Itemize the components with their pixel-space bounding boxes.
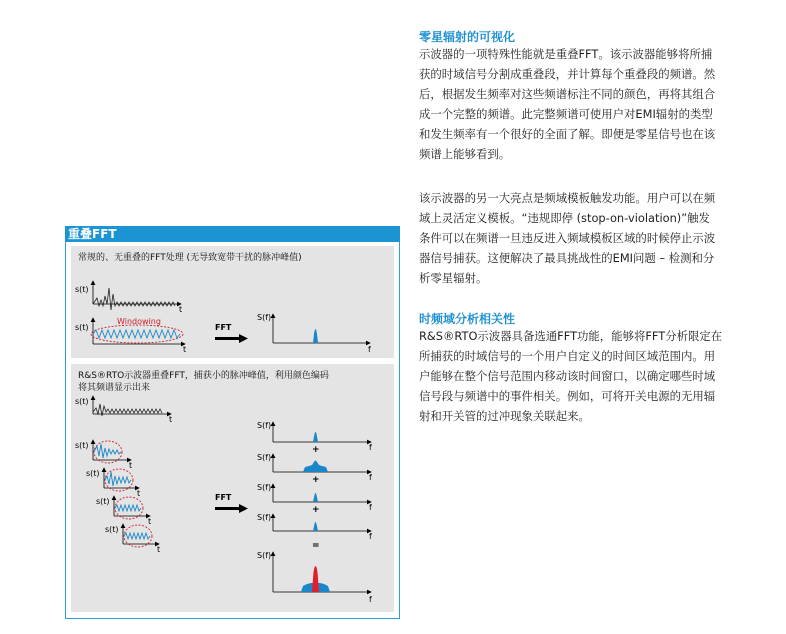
st-label-seg1: s(t) bbox=[75, 441, 89, 450]
text-line: 后，根据发生频率对这些频谱标注不同的颜色，再将其组合 bbox=[419, 87, 716, 102]
t-label-seg1: t bbox=[129, 461, 133, 470]
text-line: 成一个完整的频谱。此完整频谱可使用户对EMI辐射的类型 bbox=[419, 107, 713, 122]
text-line: 域上灵活定义模板。“违规即停 (stop-on-violation)”触发 bbox=[419, 211, 710, 226]
spectrum-2 bbox=[273, 454, 371, 472]
equals-sign: = bbox=[312, 541, 320, 551]
sf-label-spec1: S(f) bbox=[257, 421, 272, 430]
panel1-diagram bbox=[71, 246, 394, 358]
segment-2 bbox=[104, 468, 139, 491]
segment-1 bbox=[93, 440, 131, 463]
f-label: f bbox=[368, 345, 371, 354]
segment-3 bbox=[114, 496, 150, 519]
sf-label-spec3: S(f) bbox=[257, 483, 272, 492]
text-line: 和发生频率有一个很好的全面了解。即便是零星信号也在该 bbox=[419, 127, 716, 142]
panel2-caption-line2: 将其频谱显示出来 bbox=[78, 383, 151, 393]
f-label-spec1: f bbox=[369, 443, 372, 452]
overlap-fft-figure bbox=[65, 226, 400, 619]
t-label-seg3: t bbox=[148, 517, 152, 526]
section-heading-sporadic-emission: 零星辐射的可视化 bbox=[419, 30, 516, 44]
panel-overlap-fft bbox=[71, 364, 394, 612]
spectrum-1 bbox=[273, 422, 371, 442]
windowing-label: Windowing bbox=[117, 317, 161, 326]
text-line: 信号段与频谱中的事件相关。例如，可将开关电源的无用辐 bbox=[419, 389, 716, 404]
st-label-seg3: s(t) bbox=[96, 497, 110, 506]
figure-title: 重叠FFT bbox=[65, 226, 400, 242]
t-label-original: t bbox=[169, 415, 173, 424]
st-label: s(t) bbox=[75, 285, 89, 294]
f-label-spec4: f bbox=[369, 532, 372, 541]
paragraph-gated-fft bbox=[419, 326, 759, 426]
text-line: R&S®RTO示波器具备选通FFT功能，能够将FFT分析限定在 bbox=[419, 329, 723, 343]
plus-sign-2: + bbox=[312, 475, 320, 485]
spectrum-axes bbox=[273, 314, 370, 343]
panel2-diagram bbox=[71, 364, 394, 612]
sf-label: S(f) bbox=[257, 313, 272, 322]
text-line: 户能够在整个信号范围内移动该时间窗口，以确定哪些时域 bbox=[419, 369, 716, 384]
fft-arrow-panel2 bbox=[215, 504, 248, 513]
t-label-seg4: t bbox=[157, 545, 161, 554]
paragraph-mask-trigger bbox=[419, 188, 759, 288]
spectrum-3 bbox=[273, 484, 371, 502]
text-line: 获的时域信号分割成重叠段，并计算每个重叠段的频谱。然 bbox=[419, 67, 716, 82]
segment-4 bbox=[123, 524, 159, 547]
t-label-windowed: t bbox=[183, 345, 187, 354]
t-label-seg2: t bbox=[137, 489, 141, 498]
st-label-windowed: s(t) bbox=[75, 323, 89, 332]
text-line: 条件可以在频谱一旦违反进入频域模板区域的时候停止示波 bbox=[419, 231, 716, 246]
text-line: 析零星辐射。 bbox=[419, 271, 488, 286]
f-label-combined: f bbox=[369, 595, 372, 604]
spectrum-peak bbox=[313, 329, 318, 343]
t-label: t bbox=[179, 305, 183, 314]
panel1-caption: 常规的、无重叠的FFT处理 (无导致宽带干扰的脉冲峰值) bbox=[78, 253, 302, 263]
text-line: 频谱上能够看到。 bbox=[419, 147, 511, 162]
fft-arrow bbox=[215, 334, 248, 343]
paragraph-overlap-fft bbox=[419, 44, 759, 165]
st-label-original: s(t) bbox=[75, 397, 89, 406]
plus-sign-3: + bbox=[312, 505, 320, 515]
plus-sign-1: + bbox=[312, 445, 320, 455]
text-line: 器信号捕获。这便解决了最具挑战性的EMI问题 – 检测和分 bbox=[419, 251, 715, 266]
fft-label-panel2: FFT bbox=[215, 493, 232, 502]
st-label-seg2: s(t) bbox=[86, 469, 100, 478]
figure-frame bbox=[65, 242, 400, 619]
text-line: 所捕获的时域信号的一个用户自定义的时间区域范围内。用 bbox=[419, 349, 716, 364]
f-label-spec2: f bbox=[369, 473, 372, 482]
st-label-seg4: s(t) bbox=[105, 525, 119, 534]
text-line: 示波器的一项特殊性能就是重叠FFT。该示波器能够将所捕 bbox=[419, 47, 713, 61]
text-line: 射和开关管的过冲现象关联起来。 bbox=[419, 409, 590, 424]
sf-label-spec2: S(f) bbox=[257, 453, 272, 462]
sf-label-spec4: S(f) bbox=[257, 513, 272, 522]
panel2-caption-line1: R&S®RTO示波器重叠FFT，捕获小的脉冲峰值，利用颜色编码 bbox=[78, 371, 329, 381]
f-label-spec3: f bbox=[369, 503, 372, 512]
text-line: 该示波器的另一大亮点是频域模板触发功能。用户可以在频 bbox=[419, 191, 716, 205]
spectrum-4 bbox=[273, 514, 371, 531]
fft-label: FFT bbox=[215, 323, 232, 332]
sf-label-combined: S(f) bbox=[257, 551, 272, 560]
panel-conventional-fft bbox=[71, 246, 394, 358]
combined-spectrum bbox=[273, 552, 371, 592]
time-signal-waveform bbox=[93, 288, 175, 310]
windowed-waveform bbox=[93, 330, 180, 338]
section-heading-time-freq-correlation: 时频域分析相关性 bbox=[419, 312, 516, 326]
